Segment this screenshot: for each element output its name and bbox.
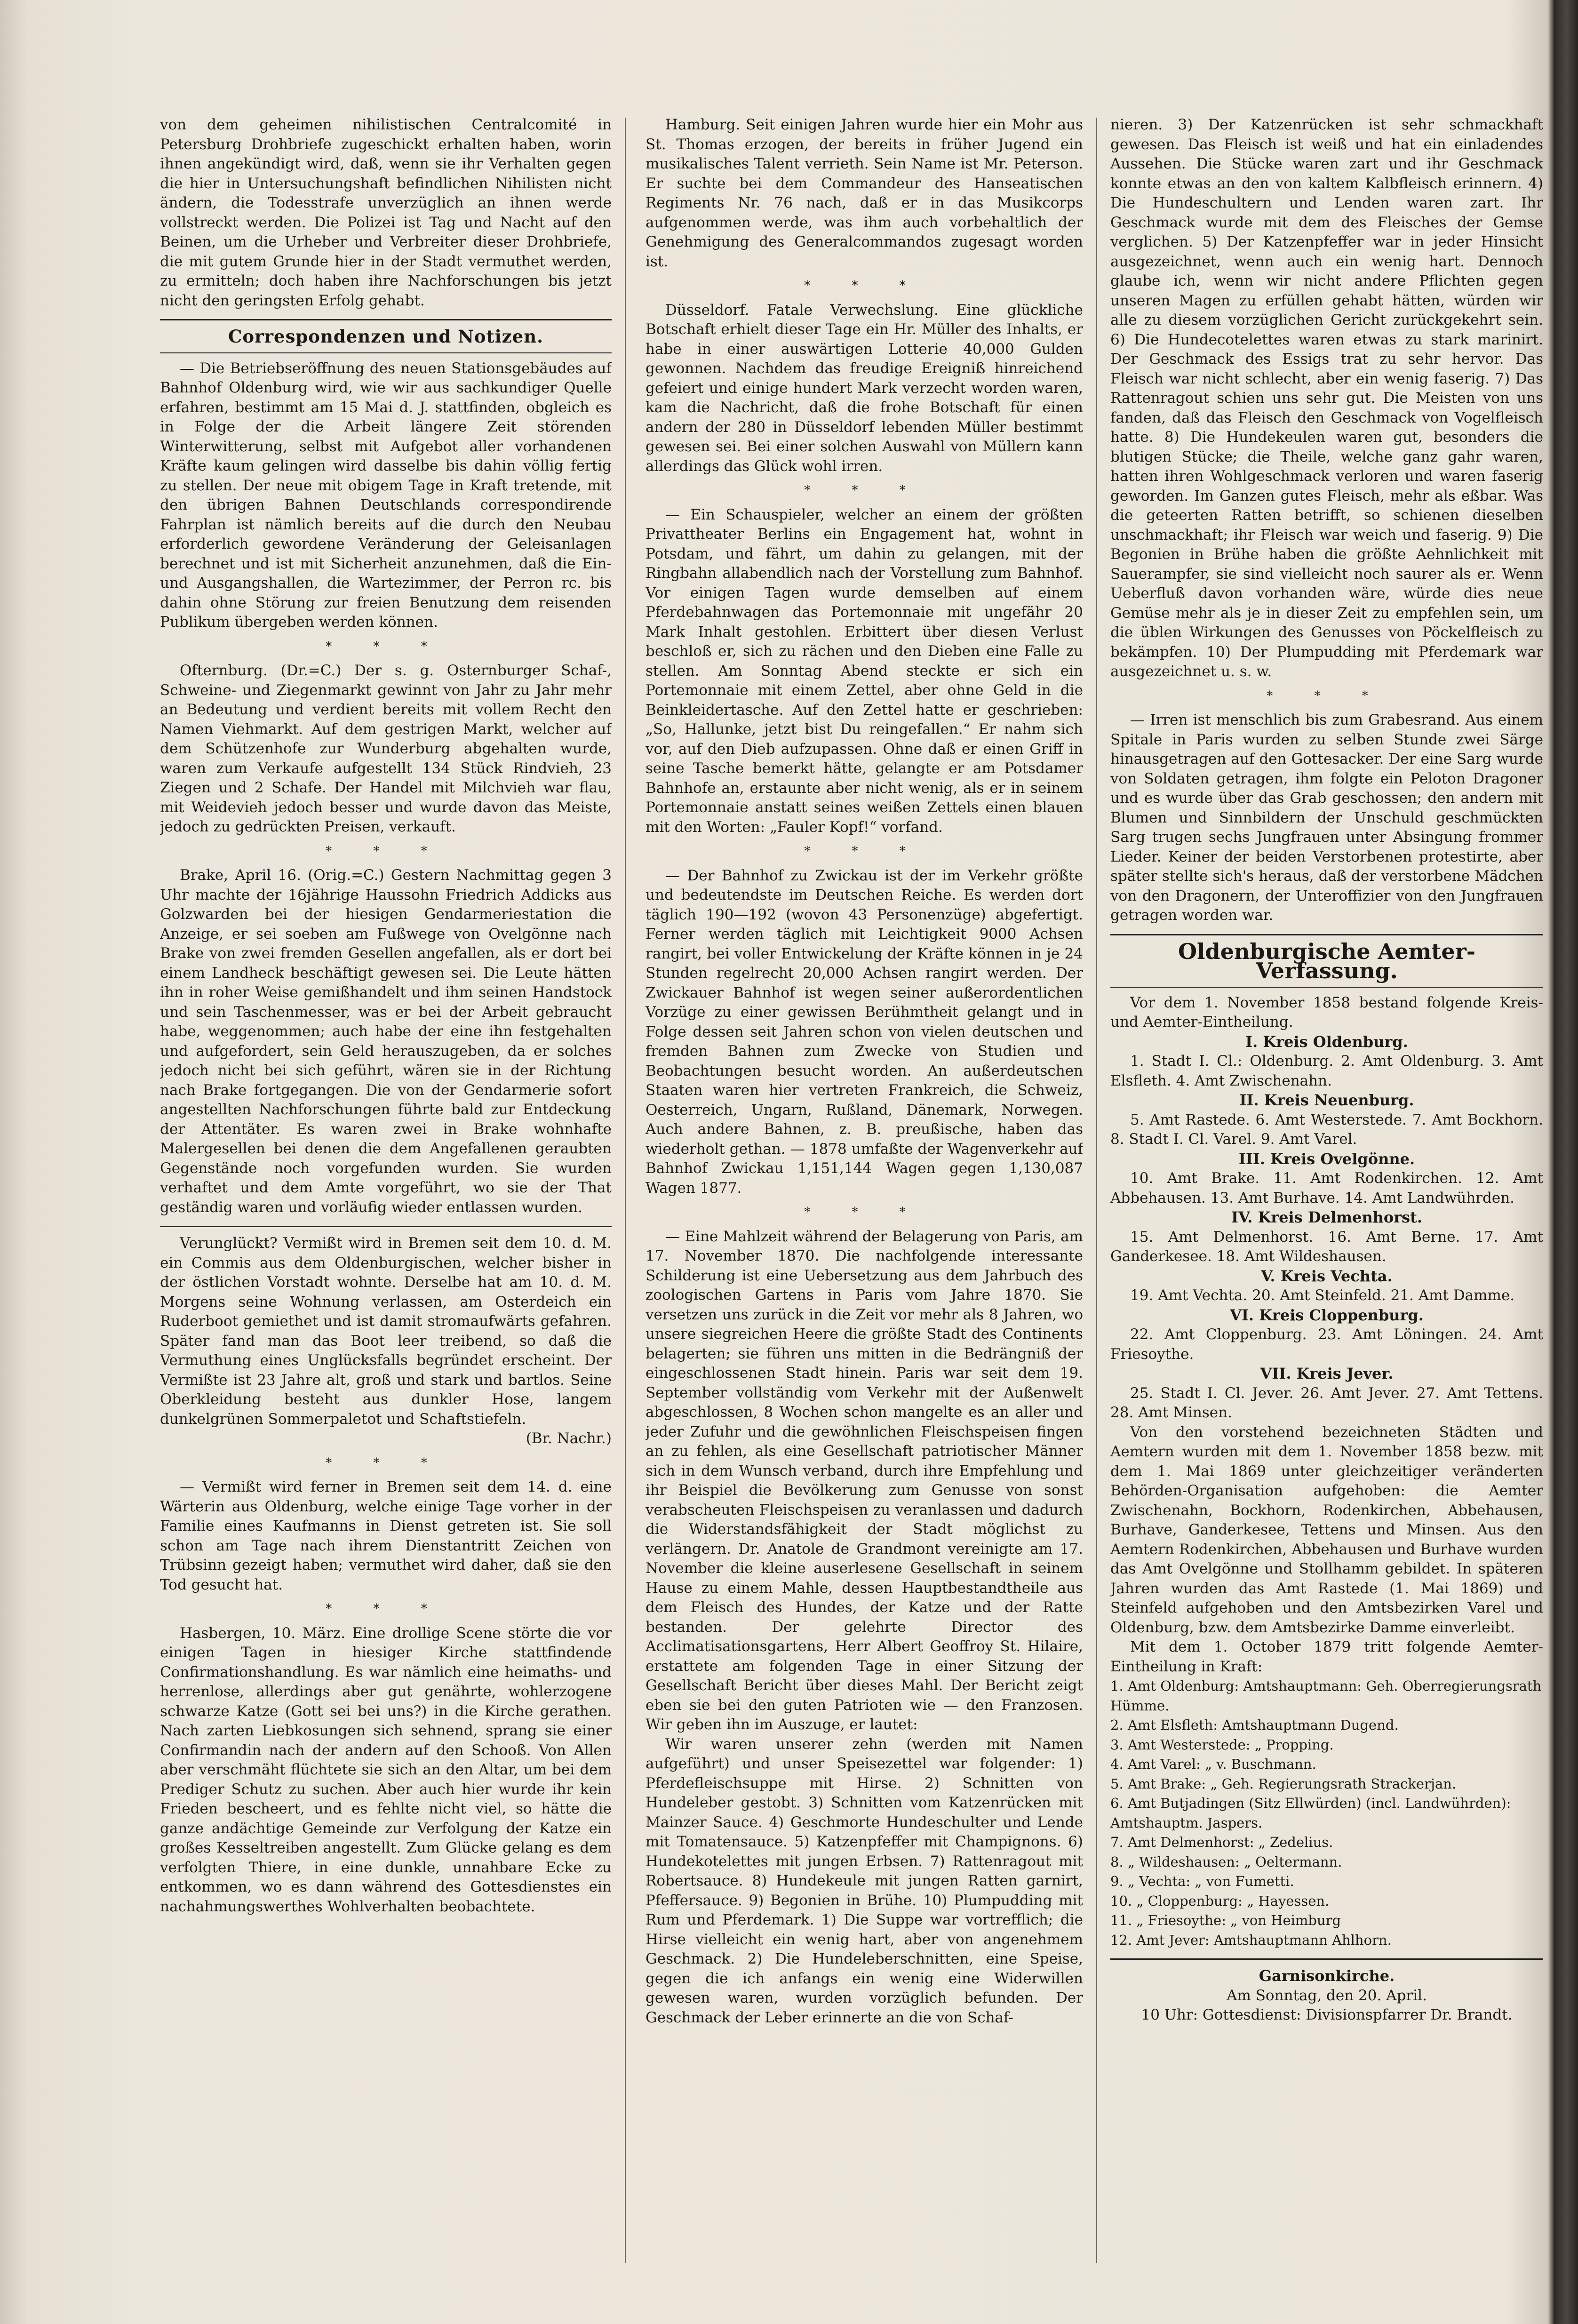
- kreis-heading: V. Kreis Vechta.: [1261, 1267, 1393, 1285]
- church-date: Am Sonntag, den 20. April.: [1227, 1987, 1427, 2004]
- article-hamburg: Hamburg. Seit einigen Jahren wurde hier ein Mohr aus St. Thomas erzogen, der bereits in früher Jugend ein musikalisches Talent verrieth. Sein Name ist Mr. Peterson. Er suchte bei dem Commandeur des Hanseatischen Regiments Nr. 76 nach, daß er in das Musikcorps aufgenommen werde, was ihm auch vorbehaltlich der Genehmigung des Generalcommandos zugesagt worden ist.: [646, 116, 1083, 270]
- separator-stars: * * *: [804, 483, 924, 497]
- kreis-text: 5. Amt Rastede. 6. Amt Westerstede. 7. Amt Bockhorn. 8. Stadt I. Cl. Varel. 9. Amt Varel.: [1110, 1111, 1543, 1148]
- divider: [1110, 987, 1543, 988]
- list-item: 12. Amt Jever: Amtshauptmann Ahlhorn.: [1110, 1932, 1392, 1948]
- kreis-heading: II. Kreis Neuenburg.: [1239, 1091, 1414, 1109]
- article-mahlzeit-cont: nieren. 3) Der Katzenrücken ist sehr schmackhaft gewesen. Das Fleisch ist weiß und hat ein einladendes Aussehen. Die Stücke waren zart und ihr Geschmack konnte etwas an den von kaltem Kalbfleisch erinnern. 4) Die Hundeschultern und Lenden waren zart. Ihr Geschmack wurde mit dem des Fleisches der Gemse verglichen. 5) Der Katzenpfeffer war in jeder Hinsicht ausgezeichnet, wenn auch ein wenig hart. Dennoch glaube ich, wenn wir nicht andere Pflichten gegen unseren Magen zu erfüllen gehabt hätten, würden wir alle zu diesem vorzüglichen Gericht zurückgekehrt sein. 6) Die Hundecotelettes waren etwas zu stark marinirt. Der Geschmack des Essigs trat zu sehr hervor. Das Fleisch war nicht schlecht, aber ein wenig faserig. 7) Das Rattenragout schien uns sehr gut. Die Meisten von uns fanden, daß das Fleisch den Geschmack von Vogelfleisch hatte. 8) Die Hundekeulen waren gut, besonders die blutigen Stücke; die Theile, welche ganz gahr waren, hatten ihren Wohlgeschmack verloren und waren faserig geworden. Im Ganzen gutes Fleisch, mehr als eßbar. Was die geteerten Ratten betrifft, so schienen dieselben unschmackhaft; ihr Fleisch war weich und faserig. 9) Die Begonien in Brühe haben die größte Aehnlichkeit mit Sauerampfer, sie sind vielleicht noch saurer als er. Wenn Ueberfluß davon vorhanden wäre, würde dies neue Gemüse mehr als je in dieser Zeit zu empfehlen sein, um die üblen Wirkungen des Genusses von Pöckelfleisch zu bekämpfen. 10) Der Plumpudding mit Pferdemark war ausgezeichnet u. s. w.: [1110, 116, 1543, 680]
- aemter-intro: Vor dem 1. November 1858 bestand folgende Kreis- und Aemter-Eintheilung.: [1110, 994, 1543, 1030]
- kreis-heading: VII. Kreis Jever.: [1260, 1365, 1394, 1382]
- aemter-changes: Von den vorstehend bezeichneten Städten und Aemtern wurden mit dem 1. November 1858 bezw. mit dem 1. Mai 1869 unter gleichzeitiger veränderten Behörden-Organisation aufgehoben: die Aemter Zwischenahn, Bockhorn, Rodenkirchen, Abbehausen, Burhave, Ganderkesee, Tettens und Minsen. Aus den Aemtern Rodenkirchen, Abbehausen und Burhave wurden das Amt Ovelgönne und Stollhamm gebildet. In späteren Jahren wurden das Amt Rastede (1. Mai 1869) und Steinfeld aufgehoben und den Amtsbezirken Varel und Oldenburg, bzw. dem Amtsbezirke Damme einverleibt.: [1110, 1423, 1543, 1636]
- list-item: 2. Amt Elsfleth: Amtshauptmann Dugend.: [1110, 1717, 1399, 1733]
- divider: [1110, 1958, 1543, 1960]
- divider: [1110, 934, 1543, 935]
- church-heading: Garnisonkirche.: [1259, 1967, 1395, 1985]
- divider: [160, 1226, 612, 1227]
- article-source: (Br. Nachr.): [526, 1430, 612, 1447]
- list-item: 7. Amt Delmenhorst: „ Zedelius.: [1110, 1834, 1333, 1850]
- separator-stars: * * *: [804, 279, 924, 293]
- list-item: 3. Amt Westerstede: „ Propping.: [1110, 1736, 1334, 1753]
- separator-stars: * * *: [804, 844, 924, 858]
- article-zwickau: — Der Bahnhof zu Zwickau ist der im Verkehr größte und bedeutendste im Deutschen Reiche. Es werden dort täglich 190—192 (wovon 43 Personenzüge) abgefertigt. Ferner werden täglich mit Leichtigkeit 9000 Achsen rangirt, bei voller Entwickelung der Kräfte können in je 24 Stunden regelrecht 20,000 Achsen rangirt werden. Der Zwickauer Bahnhof ist wegen seiner außerordentlichen Vorzüge zu einer gewissen Berühmtheit gelangt und in Folge dessen seit Jahren schon von vielen deutschen und fremden Bahnen zum Zwecke von Studien und Beobachtungen besucht worden. An außerdeutschen Staaten waren hier vertreten Frankreich, die Schweiz, Oesterreich, Ungarn, Rußland, Dänemark, Norwegen. Auch andere Bahnen, z. B. preußische, haben das wiederholt gethan. — 1878 umfaßte der Wagenverkehr auf Bahnhof Zwickau 1,151,144 Wagen gegen 1,130,087 Wagen 1877.: [646, 867, 1083, 1197]
- list-item: 5. Amt Brake: „ Geh. Regierungsrath Strackerjan.: [1110, 1775, 1457, 1792]
- divider: [160, 319, 612, 320]
- column-left: [160, 115, 612, 2268]
- kreis-text: 25. Stadt I. Cl. Jever. 26. Amt Jever. 27. Amt Tettens. 28. Amt Minsen.: [1110, 1384, 1543, 1421]
- article-mahlzeit: — Eine Mahlzeit während der Belagerung von Paris, am 17. November 1870. Die nachfolgende interessante Schilderung ist eine Uebersetzung aus dem Jahrbuch des zoologischen Gartens in Paris vom Jahre 1870. Sie versetzen uns zurück in die Zeit vor mehr als 8 Jahren, wo unsere siegreichen Heere die größte Stadt des Continents belagerten; sie führen uns mitten in die Bedrängniß der eingeschlossenen Stadt hinein. Paris war seit dem 19. September vollständig vom Verkehr mit der Außenwelt abgeschlossen, 8 Wochen schon mangelte es an aller und jeder Zufuhr und die gewöhnlichen Fleischspeisen fingen an zu fehlen, als eine Gesellschaft patriotischer Männer sich in dem Wunsch verband, durch ihre Empfehlung und ihr Beispiel die Bevölkerung zum Genusse von sonst verabscheuten Fleischspeisen zu veranlassen und dadurch die Widerstandsfähigkeit der Stadt möglichst zu verlängern. Dr. Anatole de Grandmont vereinigte am 17. November die kleine auserlesene Gesellschaft in seinem Hause zu einem Mahle, dessen Hauptbestandtheile aus dem Fleisch des Hundes, der Katze und der Ratte bestanden. Der gelehrte Director des Acclimatisationsgartens, Herr Albert Geoffroy St. Hilaire, erstattete am folgenden Tage in einer Sitzung der Gesellschaft Bericht über dieses Mahl. Der Bericht zeigt eben sie bei den guten Patrioten wie — den Franzosen. Wir geben ihn im Auszuge, er lautet:: [646, 1228, 1083, 1733]
- article-schauspieler: — Ein Schauspieler, welcher an einem der größten Privattheater Berlins ein Engagement hat, wohnt in Potsdam, und fährt, um dahin zu gelangen, mit der Ringbahn allabendlich nach der Vorstellung zum Bahnhof. Vor einigen Tagen wurde demselben auf einem Pferdebahnwagen das Portemonnaie mit ungefähr 20 Mark Inhalt gestohlen. Erbittert über diesen Verlust beschloß er, sich zu rächen und den Dieben eine Falle zu stellen. Am Sonntag Abend steckte er sich ein Portemonnaie mit einem Zettel, aber ohne Geld in die Beinkleidertasche. Auf den Zettel hatte er geschrieben: „So, Hallunke, jetzt bist Du reingefallen.“ Er nahm sich vor, auf den Dieb aufzupassen. Ohne daß er einen Griff in seine Tasche bemerkt hätte, gelangte er am Potsdamer Bahnhofe an, erstaunte aber nicht wenig, als er in seinem Portemonnaie anstatt seines weißen Zettels einen blauen mit den Worten: „Fauler Kopf!“ vorfand.: [646, 506, 1083, 836]
- section-heading: Correspondenzen und Notizen.: [228, 326, 544, 347]
- list-item: 8. „ Wildeshausen: „ Oeltermann.: [1110, 1853, 1342, 1870]
- kreis-heading: I. Kreis Oldenburg.: [1245, 1032, 1408, 1051]
- kreis-heading: III. Kreis Ovelgönne.: [1238, 1150, 1415, 1168]
- article-brake: Brake, April 16. (Orig.=C.) Gestern Nachmittag gegen 3 Uhr machte der 16jährige Haussohn Friedrich Addicks aus Golzwarden bei der hiesigen Gendarmeriestation die Anzeige, er sei soeben am Fußwege von Ovelgönne nach Brake von zwei fremden Gesellen angefallen, als er dort bei einem Landheck beschäftigt gewesen sei. Die Leute hätten ihn in roher Weise gemißhandelt und ihm seinen Handstock und sein Taschenmesser, was er bei der Arbeit gebraucht habe, weggenommen; auch habe der eine ihn festgehalten und aufgefordert, sein Geld herauszugeben, da er solches jedoch nicht bei sich geführt, wären sie in der Richtung nach Brake fortgegangen. Die von der Gendarmerie sofort angestellten Nachforschungen führte bald zur Entdeckung der Attentäter. Es waren zwei in Brake wohnhafte Malergesellen bei denen die dem Angefallenen geraubten Gegenstände noch vorgefunden wurden. Sie wurden verhaftet und dem Amte vorgeführt, wo sie der That geständig waren und vorläufig wieder entlassen wurden.: [160, 867, 612, 1216]
- separator-stars: * * *: [804, 1205, 924, 1219]
- kreis-text: 1. Stadt I. Cl.: Oldenburg. 2. Amt Oldenburg. 3. Amt Elsfleth. 4. Amt Zwischenahn.: [1110, 1053, 1543, 1089]
- kreis-text: 10. Amt Brake. 11. Amt Rodenkirchen. 12. Amt Abbehausen. 13. Amt Burhave. 14. Amt Landwührden.: [1110, 1170, 1543, 1206]
- separator-stars: * * *: [1267, 688, 1387, 703]
- column-middle: [646, 115, 1083, 2268]
- list-item: 4. Amt Varel: „ v. Buschmann.: [1110, 1756, 1316, 1772]
- article-osternburg: Ofternburg. (Dr.=C.) Der s. g. Osternburger Schaf-, Schweine- und Ziegenmarkt gewinnt von Jahr zu Jahr mehr an Bedeutung und verdient bereits mit vollem Recht den Namen Viehmarkt. Auf dem gestrigen Markt, welcher auf dem Schützenhofe zur Wunderburg abgehalten wurde, waren zum Verkaufe aufgestellt 134 Stück Rindvieh, 23 Ziegen und 2 Schafe. Der Handel mit Milchvieh war flau, mit Weidevieh jedoch besser und wurde davon das Meiste, jedoch zu gedrückten Preisen, verkauft.: [160, 662, 612, 835]
- kreis-heading: VI. Kreis Cloppenburg.: [1230, 1306, 1424, 1324]
- aemter-list: [1110, 1677, 1543, 1950]
- article-hasbergen: Hasbergen, 10. März. Eine drollige Scene störte die vor einigen Tagen in hiesiger Kirche stattfindende Confirmationshandlung. Es war nämlich eine heimaths- und herrenlose, allerdings aber gut genährte, wohlerzogene schwarze Katze (Gott sei bei uns?) in die Kirche gerathen. Nach zarten Liebkosungen sich sehnend, sprang sie einer Confirmandin nach der andern auf den Schooß. Von Allen aber verschmäht flüchtete sie sich an den Altar, um bei dem Prediger Schutz zu suchen. Aber auch hier wurde ihr kein Frieden bescheert, und es fehlte nicht viel, so hätte die ganze andächtige Gemeinde zur Verfolgung der Katze ein großes Kesseltreiben angestellt. Zum Glücke gelang es dem verfolgten Thiere, in eine dunkle, unnahbare Ecke zu entkommen, wo es dann während des Gottesdienstes ein nachahmungswerthes Wohlverhalten beobachtete.: [160, 1624, 612, 1915]
- kreis-text: 19. Amt Vechta. 20. Amt Steinfeld. 21. Amt Damme.: [1130, 1287, 1515, 1304]
- column-rule: [1096, 118, 1097, 2263]
- article-duesseldorf: Düsseldorf. Fatale Verwechslung. Eine glückliche Botschaft erhielt dieser Tage ein Hr. Müller des Inhalts, er habe in einer auswärtigen Lotterie 40,000 Gulden gewonnen. Nachdem das freudige Ereigniß hinreichend gefeiert und einige hundert Mark verzecht worden waren, kam die Nachricht, daß die frohe Botschaft für einen andern der 280 in Düsseldorf lebenden Müller bestimmt gewesen sei. Bei einer solchen Auswahl von Müllern kann allerdings das Glück wohl irren.: [646, 301, 1083, 475]
- aemter-new-intro: Mit dem 1. October 1879 tritt folgende Aemter-Eintheilung in Kraft:: [1110, 1638, 1543, 1675]
- church-service: 10 Uhr: Gottesdienst: Divisionspfarrer Dr. Brandt.: [1141, 2006, 1513, 2023]
- article-station: — Die Betriebseröffnung des neuen Stationsgebäudes auf Bahnhof Oldenburg wird, wie wir aus sachkundiger Quelle erfahren, bestimmt am 15 Mai d. J. stattfinden, obgleich es in Folge der die Arbeit längere Zeit störenden Winterwitterung, selbst mit Aufgebot aller vorhandenen Kräfte kaum gelingen wird dasselbe bis dahin völlig fertig zu stellen. Der neue mit obigem Tage in Kraft tretende, mit den übrigen Bahnen Deutschlands correspondirende Fahrplan ist nämlich bereits auf die durch den Neubau erforderlich gewordene Veränderung der Geleisanlagen berechnet und ist mit Sicherheit anzunehmen, daß die Ein- und Ausgangshallen, die Wartezimmer, der Perron rc. bis dahin ohne Störung zur freien Benutzung dem reisenden Publikum übergeben werden können.: [160, 359, 612, 631]
- kreis-text: 15. Amt Delmenhorst. 16. Amt Berne. 17. Amt Ganderkesee. 18. Amt Wildeshausen.: [1110, 1228, 1543, 1265]
- list-item: 6. Amt Butjadingen (Sitz Ellwürden) (incl. Landwührden): Amtshauptm. Jaspers.: [1110, 1795, 1511, 1831]
- section-heading-aemter: Oldenburgische Aemter-Verfassung.: [1178, 938, 1475, 983]
- article-vermisst: — Vermißt wird ferner in Bremen seit dem 14. d. eine Wärterin aus Oldenburg, welche einige Tage vorher in der Familie eines Kaufmanns in Dienst getreten ist. Sie soll schon am Tage nach ihrem Dienstantritt Zeichen von Trübsinn gezeigt haben; vermuthet wird daher, daß sie den Tod gesucht hat.: [160, 1478, 612, 1593]
- list-item: 1. Amt Oldenburg: Amtshauptmann: Geh. Oberregierungsrath Hümme.: [1110, 1678, 1542, 1714]
- article-irren: — Irren ist menschlich bis zum Grabesrand. Aus einem Spitale in Paris wurden zu selben Stunde zwei Särge hinausgetragen auf den Gottesacker. Der eine Sarg wurde von Soldaten getragen, ihm folgte ein Peloton Dragoner und es wurde über das Grab geschossen; den andern mit Blumen und Sinnbildern der Unschuld geschmückten Sarg trugen sechs Jungfrauen unter Absingung frommer Lieder. Keiner der beiden Verstorbenen protestirte, aber später stellte sich's heraus, daß der verstorbene Mädchen von den Dragonern, der Unteroffizier von den Jungfrauen getragen worden war.: [1110, 711, 1543, 924]
- kreis-text: 22. Amt Cloppenburg. 23. Amt Löningen. 24. Amt Friesoythe.: [1110, 1326, 1543, 1363]
- divider: [160, 352, 612, 353]
- list-item: 11. „ Friesoythe: „ von Heimburg: [1110, 1912, 1341, 1928]
- separator-stars: * * *: [326, 1602, 446, 1616]
- page-edge: [1555, 0, 1578, 2324]
- column-rule: [625, 118, 626, 2263]
- list-item: 9. „ Vechta: „ von Fumetti.: [1110, 1873, 1294, 1889]
- separator-stars: * * *: [326, 639, 446, 654]
- article-nihilists: von dem geheimen nihilistischen Centralcomité in Petersburg Drohbriefe zugeschickt erhalten haben, worin ihnen angekündigt wird, daß, wenn sie ihr Verhalten gegen die hier in Untersuchungshaft befindlichen Nihilisten nicht ändern, die Todesstrafe unverzüglich an ihnen werde vollstreckt werden. Die Polizei ist Tag und Nacht auf den Beinen, um die Urheber und Verbreiter dieser Drohbriefe, die mit gutem Grunde hier in der Stadt vermuthet werden, zu ermitteln; doch haben ihre Nachforschungen bis jetzt nicht den geringsten Erfolg gehabt.: [160, 116, 612, 309]
- article-mahlzeit-menu: Wir waren unserer zehn (werden mit Namen aufgeführt) und unser Speisezettel war folgender: 1) Pferdefleischsuppe mit Hirse. 2) Schnitten von Hundeleber gestobt. 3) Schnitten vom Katzenrücken mit Mainzer Sauce. 4) Geschmorte Hundeschulter und Lende mit Tomatensauce. 5) Katzenpfeffer mit Champignons. 6) Hundekotelettes mit jungen Erbsen. 7) Rattenragout mit Robertsauce. 8) Hundekeule mit jungen Ratten garnirt, Pfeffersauce. 9) Begonien in Brühe. 10) Plumpudding mit Rum und Pferdemark. 1) Die Suppe war vortrefflich; die Hirse vielleicht ein wenig hart, aber von angenehmem Geschmack. 2) Die Hundeleberschnitten, eine Speise, gegen die ich anfangs ein wenig eine Widerwillen gewesen waren, wurden vorzüglich befunden. Der Geschmack der Leber erinnerte an die von Schaf-: [646, 1735, 1083, 2026]
- kreis-heading: IV. Kreis Delmenhorst.: [1231, 1208, 1422, 1226]
- separator-stars: * * *: [326, 1455, 446, 1470]
- column-right: [1110, 115, 1543, 2268]
- separator-stars: * * *: [326, 844, 446, 858]
- article-verunglueckt: Verunglückt? Vermißt wird in Bremen seit dem 10. d. M. ein Commis aus dem Oldenburgischen, welcher bisher in der östlichen Vorstadt wohnte. Derselbe hat am 10. d. M. Morgens seine Wohnung verlassen, am Osterdeich ein Ruderboot gemiethet und ist damit stromaufwärts gefahren. Später fand man das Boot leer treibend, so daß die Vermuthung eines Unglücksfalls begründet erscheint. Der Vermißte ist 23 Jahre alt, groß und stark und bartlos. Seine Oberkleidung besteht aus dunkler Hose, langem dunkelgrünen Sommerpaletot und Schaftstiefeln.: [160, 1235, 612, 1428]
- list-item: 10. „ Cloppenburg: „ Hayessen.: [1110, 1893, 1330, 1909]
